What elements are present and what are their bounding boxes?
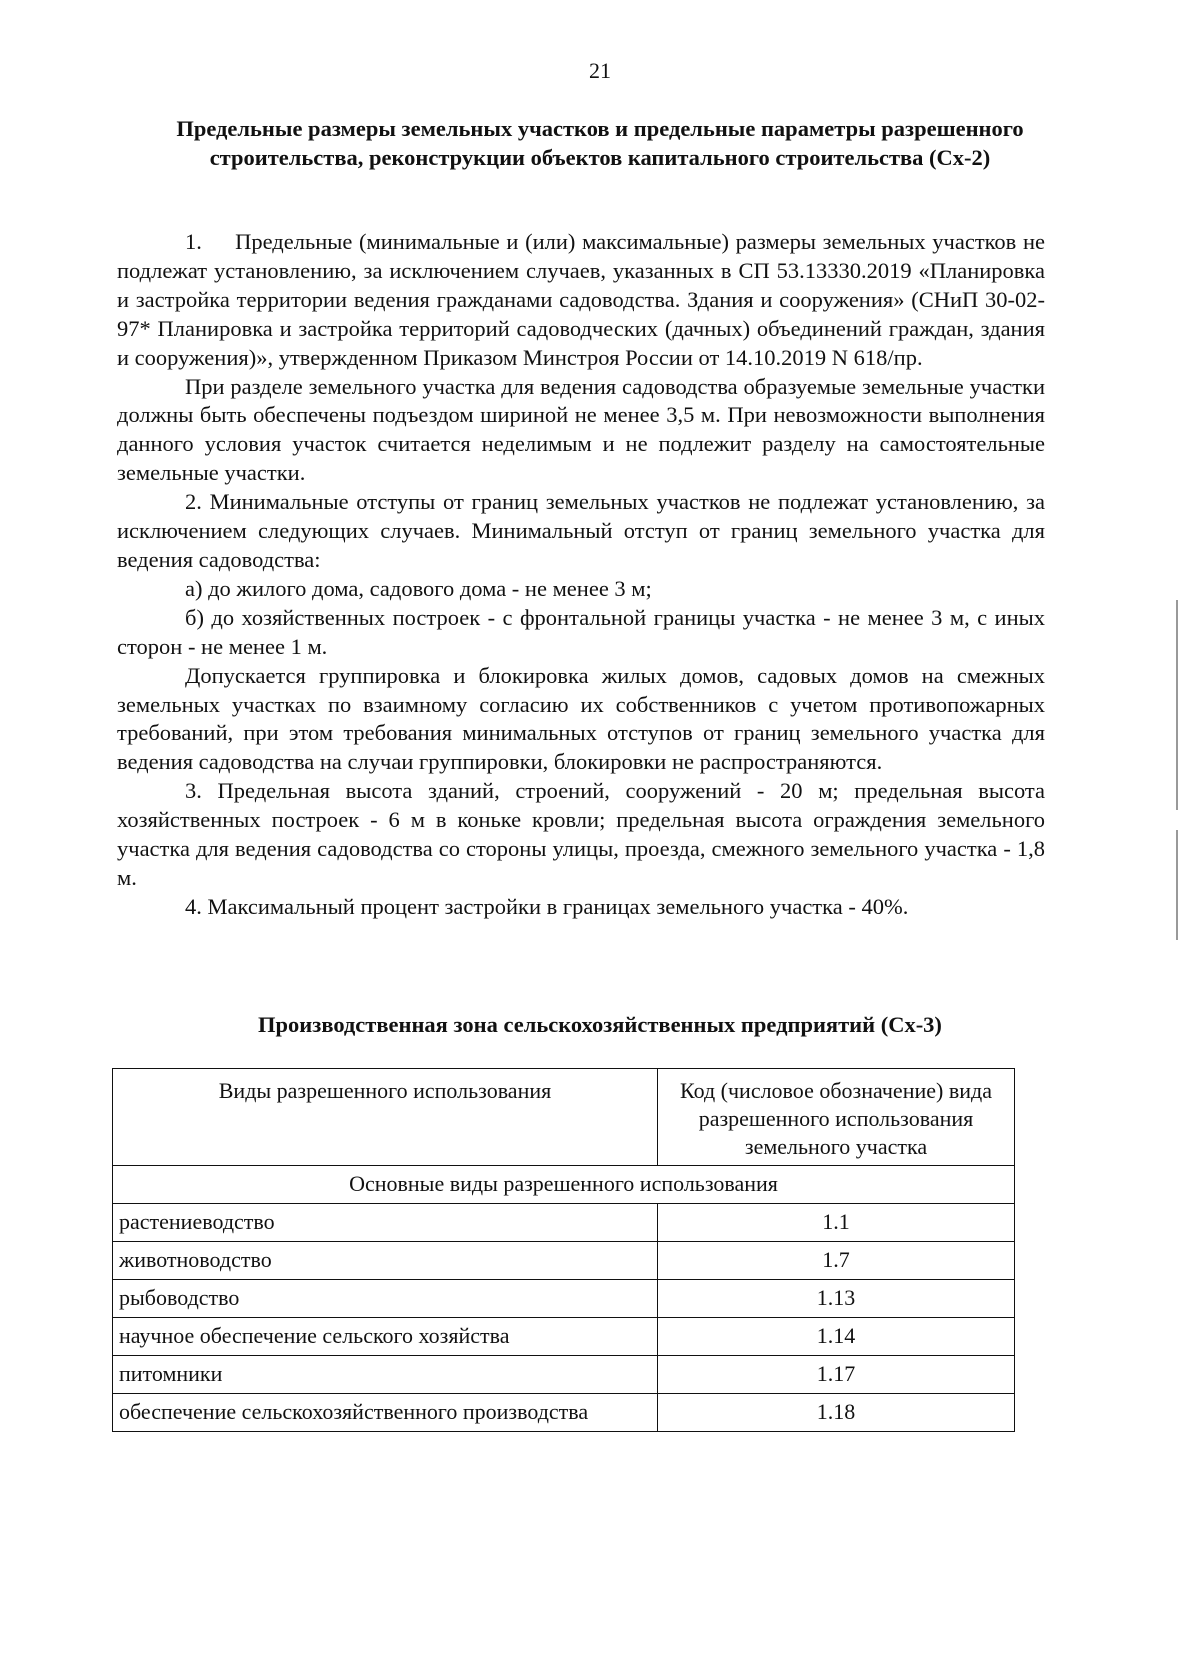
- use-code: 1.18: [658, 1394, 1015, 1432]
- use-name: научное обеспечение сельского хозяйства: [113, 1318, 658, 1356]
- use-name: животноводство: [113, 1242, 658, 1280]
- use-code: 1.7: [658, 1242, 1015, 1280]
- paragraph: а) до жилого дома, садового дома - не менее 3 м;: [185, 575, 652, 601]
- section-heading-cx2: Предельные размеры земельных участков и предельные параметры разрешенного строительства, реконструкции объектов капитального строительства (Сх-2): [176, 116, 1024, 170]
- table-row: [113, 1280, 1015, 1318]
- paragraph: Допускается группировка и блокировка жилых домов, садовых домов на смежных земельных участках по взаимному согласию их собственников с учетом противопожарных требований, при этом требования минимальных отступов от границ земельного участка для ведения садоводства на случаи группировки, блокировки не распространяются.: [117, 662, 1045, 775]
- use-code: 1.13: [658, 1280, 1015, 1318]
- column-header-code: Код (числовое обозначение) вида разрешенного использования земельного участка: [658, 1069, 1015, 1166]
- table-row: [113, 1204, 1015, 1242]
- paragraph: 4. Максимальный процент застройки в границах земельного участка - 40%.: [185, 893, 909, 919]
- body-text: [117, 228, 1045, 922]
- use-code: 1.14: [658, 1318, 1015, 1356]
- table-header-row: [113, 1069, 1015, 1166]
- table-row: [113, 1394, 1015, 1432]
- table-section-row: [113, 1166, 1015, 1204]
- use-name: растениеводство: [113, 1204, 658, 1242]
- table-row: [113, 1242, 1015, 1280]
- scan-artifact-line: [1176, 830, 1178, 940]
- paragraph: б) до хозяйственных построек - с фронтальной границы участка - не менее 3 м, с иных сторон - не менее 1 м.: [117, 604, 1045, 659]
- paragraph: 3. Предельная высота зданий, строений, сооружений - 20 м; предельная высота хозяйственных построек - 6 м в коньке кровли; предельная высота ограждения земельного участка для ведения садоводства со стороны улицы, проезда, смежного земельного участка - 1,8 м.: [117, 778, 1045, 890]
- column-header-use-type: Виды разрешенного использования: [113, 1069, 658, 1166]
- table-row: [113, 1356, 1015, 1394]
- paragraph: 1. Предельные (минимальные и (или) максимальные) размеры земельных участков не подлежат установлению, за исключением случаев, указанных в СП 53.13330.2019 «Планировка и застройка территории ведения гражданами садоводства. Здания и сооружения» (СНиП 30-02-97* Планировка и застройка территорий садоводческих (дачных) объединений граждан, здания и сооружения)», утвержденном Приказом Минстроя России от 14.10.2019 N 618/пр.: [117, 229, 1045, 370]
- use-code: 1.1: [658, 1204, 1015, 1242]
- table-row: [113, 1318, 1015, 1356]
- scan-artifact-line: [1176, 600, 1178, 810]
- use-name: рыбоводство: [113, 1280, 658, 1318]
- use-code: 1.17: [658, 1356, 1015, 1394]
- page-number: 21: [589, 58, 611, 83]
- section-label: Основные виды разрешенного использования: [113, 1166, 1015, 1204]
- use-name: питомники: [113, 1356, 658, 1394]
- paragraph: При разделе земельного участка для ведения садоводства образуемые земельные участки должны быть обеспечены подъездом шириной не менее 3,5 м. При невозможности выполнения данного условия участок считается неделимым и не подлежит разделу на самостоятельные земельные участки.: [117, 373, 1045, 486]
- section-heading-cx3: Производственная зона сельскохозяйственных предприятий (Сх-3): [258, 1012, 942, 1037]
- permitted-uses-table: [112, 1068, 1015, 1432]
- paragraph: 2. Минимальные отступы от границ земельных участков не подлежат установлению, за исключением следующих случаев. Минимальный отступ от границ земельного участка для ведения садоводства:: [117, 489, 1045, 572]
- use-name: обеспечение сельскохозяйственного производства: [113, 1394, 658, 1432]
